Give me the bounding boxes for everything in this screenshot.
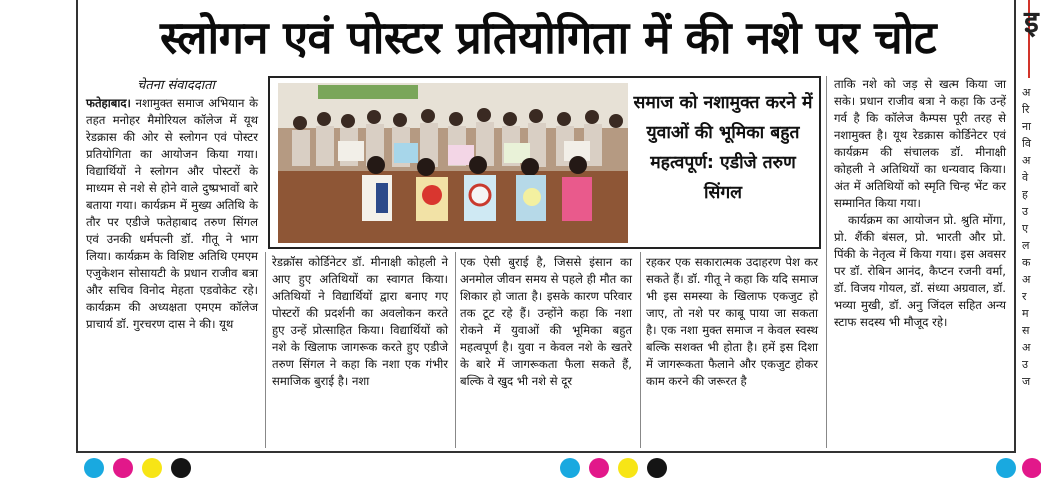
adjacent-text-line: उ [1022,205,1029,218]
magenta-registration-mark [1022,458,1041,478]
adjacent-text-lines [1022,84,1031,390]
photo-box [268,76,821,249]
adjacent-text-line: ज [1022,375,1031,388]
yellow-registration-mark [618,458,638,478]
adjacent-article-strip [1020,0,1041,479]
adjacent-text-line: वे [1022,171,1029,184]
students-with-posters-photo [278,83,628,243]
adjacent-text-line: ल [1022,239,1030,252]
column-1-text: नशामुक्त समाज अभियान के तहत मनोहर मैमोरियल कॉलेज में यूथ रेडक्रास की ओर से स्लोगन एवं पोस्टर प्रतियोगिता का आयोजन किया गया। विद्यार्थियों ने स्लोगन और पोस्टरों के माध्यम से नशे से होने वाले दुष्प्रभावों बारे बताया गया। कार्यक्रम में मुख्य अतिथि के तौर पर एडीजे फतेहाबाद तरुण सिंगल एवं उनकी धर्मपत्नी डॉ. गीतू ने भाग लिया। कार्यक्रम के विशिष्ट अतिथि एमएम एजुकेशन सोसायटी के प्रधान राजीव बत्रा और सचिव विनोद मेहता एडवोकेट रहे। कार्यक्रम की अध्यक्षता एमएम कॉलेज प्राचार्य डॉ. गुरचरण दास ने की। यूथ [86,96,258,331]
black-registration-mark [647,458,667,478]
column-5-paragraph-2: कार्यक्रम का आयोजन प्रो. श्रुति मोंगा, प्रो. शैंकी बंसल, प्रो. भारती और प्रो. पिंकी के नेतृत्व में किया गया। इस अवसर पर डॉ. रोबिन आनंद, कैप्टन रजनी वर्मा, डॉ. विजय गोयल, डॉ. संध्या अग्रवाल, डॉ. भव्या मुखी, डॉ. अनु जिंदल सहित अन्य स्टाफ सदस्य भी मौजूद रहे। [834,213,1006,329]
article-column-3 [460,254,632,390]
adjacent-text-line: क [1022,256,1031,269]
bottom-border [76,451,1016,453]
page-left-border [76,0,78,452]
event-photo [278,83,628,243]
article-column-1 [86,95,258,333]
column-divider [455,252,456,448]
adjacent-text-line: ह [1022,188,1028,201]
cyan-registration-mark [560,458,580,478]
column-5-paragraph-1: ताकि नशे को जड़ से खत्म किया जा सके। प्रधान राजीव बत्रा ने कहा कि उन्हें गर्व है कि कॉलेज कैम्पस पूरी तरह से नशामुक्त है। यूथ रेडक्रास कोर्डिनेटर एवं कार्यक्रम की संचालक डॉ. मीनाक्षी कोहली ने अतिथियों का धन्यवाद किया। अंत में अतिथियों को स्मृति चिन्ह भेंट कर सम्मानित किया गया। [834,77,1006,210]
adjacent-text-line: वि [1022,137,1031,150]
adjacent-text-line: रि [1022,103,1030,116]
pull-quote: समाज को नशामुक्त करने में युवाओं की भूमिका बहुत महत्वपूर्ण: एडीजे तरुण सिंगल [633,93,813,203]
adjacent-text-line: अ [1022,86,1031,99]
article-headline: स्लोगन एवं पोस्टर प्रतियोगिता में की नशे पर चोट [159,11,937,64]
yellow-registration-mark [142,458,162,478]
cyan-registration-mark [996,458,1016,478]
article-column-2 [272,254,448,390]
adjacent-text-line: अ [1022,273,1031,286]
cyan-registration-mark [84,458,104,478]
adjacent-text-line: उ [1022,358,1029,371]
article-column-5 [834,76,1006,331]
adjacent-text-line: ए [1022,222,1029,235]
column-3-text: एक ऐसी बुराई है, जिससे इंसान का अनमोल जीवन समय से पहले ही मौत का शिकार हो जाता है। इसके कारण परिवार तक टूट रहे हैं। उन्होंने कहा कि नशा रोकने में युवाओं की भूमिका बहुत महत्वपूर्ण है। युवा न केवल नशे के खतरे के बारे में जागरूकता फैला सकते हैं, बल्कि वे खुद भी नशे से दूर [460,255,632,388]
byline: चेतना संवाददाता [137,78,215,93]
black-registration-mark [171,458,191,478]
adjacent-text-line: स [1022,324,1030,337]
article-column-4 [646,254,818,390]
adjacent-text-line: म [1022,307,1029,320]
adjacent-text-line: ना [1022,120,1031,133]
column-4-text: रहकर एक सकारात्मक उदाहरण पेश कर सकते हैं। डॉ. गीतू ने कहा कि यदि समाज भी इस समस्या के खिलाफ एकजुट हो जाए, तो नशे पर काबू पाया जा सकता है। एक नशा मुक्त समाज न केवल स्वस्थ बल्कि सशक्त भी होता है। हमें इस दिशा में जागरूकता फैलाने और एकजुट होकर काम करने की जरूरत है [646,255,818,388]
dateline: फतेहाबाद। [86,96,131,110]
column-2-text: रेडक्रॉस कोर्डिनेटर डॉ. मीनाक्षी कोहली ने आए हुए अतिथियों का स्वागत किया। अतिथियों ने विद्यार्थियों द्वारा बनाए गए पोस्टरों की प्रदर्शनी का अवलोकन करते हुए उन्हें प्रोत्साहित किया। विद्यार्थियों को नशे के खिलाफ जागरूक करते हुए एडीजे तरुण सिंगल ने कहा कि नशा एक गंभीर समाजिक बुराई है। नशा [272,255,448,388]
adjacent-text-line: र [1022,290,1027,303]
adjacent-headline-fragment: इ [1024,5,1039,40]
magenta-registration-mark [589,458,609,478]
column-divider [640,252,641,448]
adjacent-text-line: अ [1022,154,1031,167]
adjacent-text-line: अ [1022,341,1031,354]
page-right-border [1014,0,1016,452]
column-divider [265,252,266,448]
column-divider [826,76,827,448]
magenta-registration-mark [113,458,133,478]
